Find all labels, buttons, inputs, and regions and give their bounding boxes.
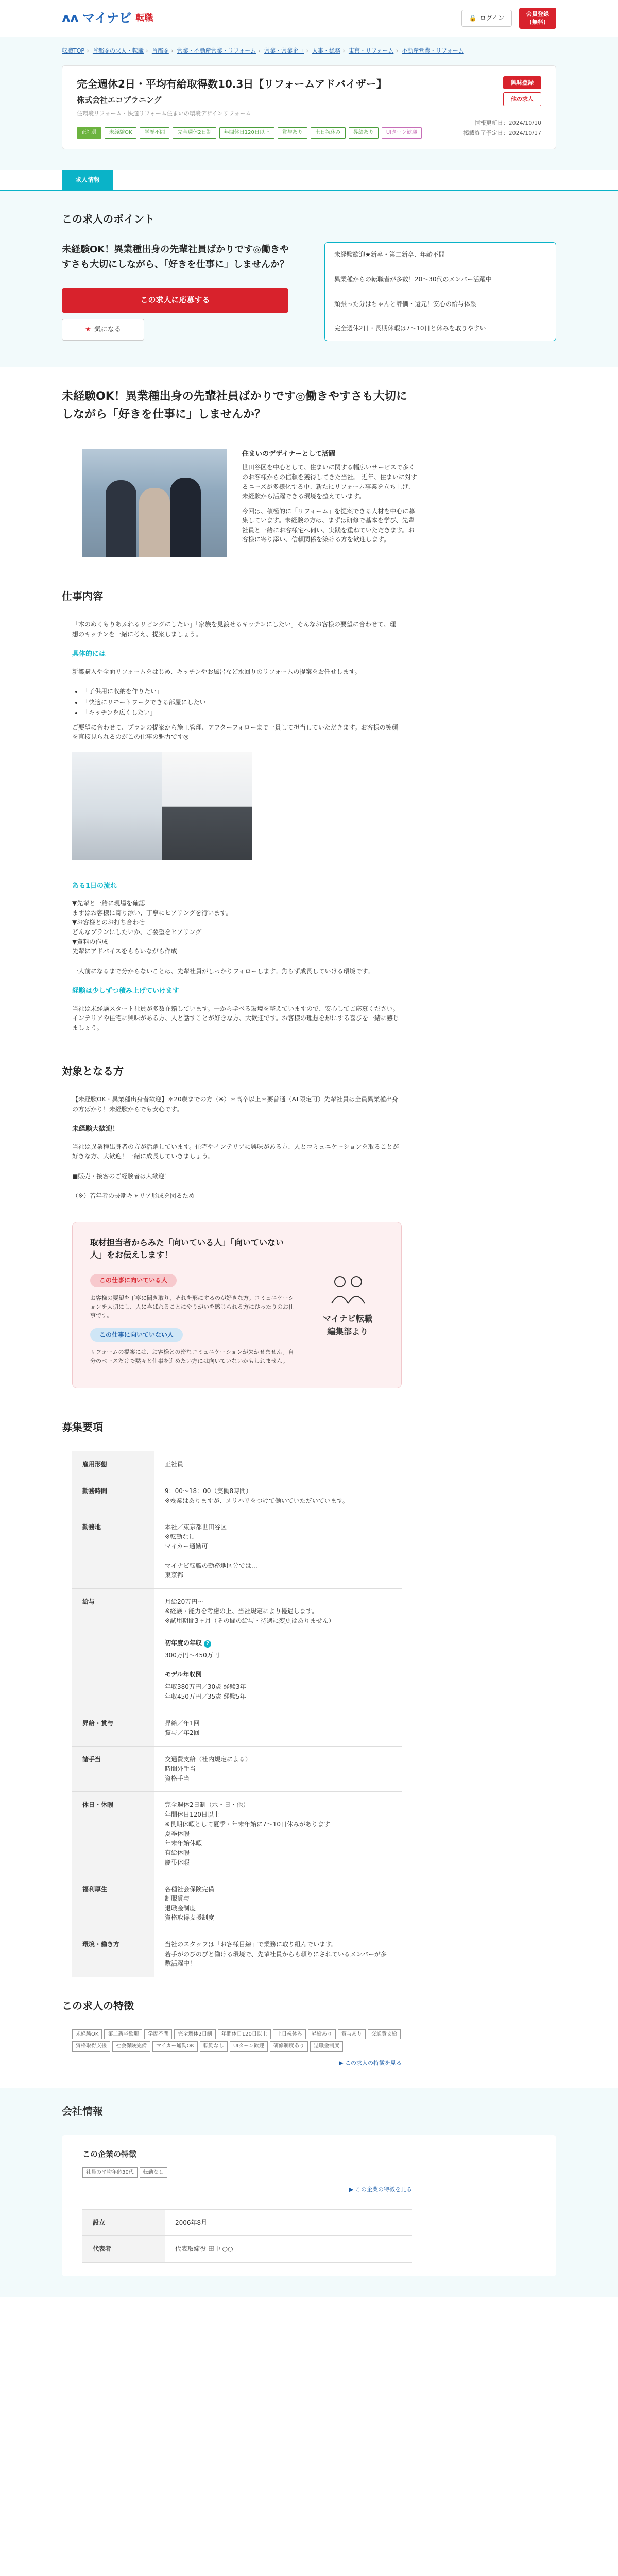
company-tag: 社員の平均年齢30代	[82, 2167, 138, 2178]
company-tag: 転勤なし	[140, 2167, 167, 2178]
feature-tag: 社会保険完備	[112, 2041, 150, 2052]
work-flow: ▼先輩と一緒に現場を確認 まずはお客様に寄り添い、丁寧にヒアリングを行います。 ▼お客様とのお打ち合わせ どんなプランにしたいか、ご要望をヒアリング ▼資料の作成 先輩にアドバイスをもらいながら作成	[72, 900, 232, 955]
feature-tag: 研修制度あり	[270, 2041, 308, 2052]
table-row	[82, 2209, 412, 2236]
update-date: 情報更新日：2024/10/10	[474, 120, 541, 127]
model-heading: モデル年収例	[165, 1670, 202, 1678]
good-fit-text: お客様の要望を丁寧に聞き取り、それを形にするのが好きな方。コミュニケーションを大切にし、人に喜ばれることにやりがいを感じられる方にぴったりのお仕事です。	[90, 1294, 294, 1319]
target-text: 当社は異業種出身者の方が活躍しています。住宅やインテリアに興味がある方、人とコミュニケーションを取ることが好きな方、大歓迎！一緒に成長していきましょう。	[72, 1143, 399, 1160]
job-title: 完全週休2日・平均有給取得数10.3日【リフォームアドバイザー】	[77, 78, 387, 91]
table-row	[72, 1876, 402, 1931]
target-text: ■販売・接客のご経験者は大歓迎！	[72, 1172, 171, 1180]
breadcrumb-item[interactable]: 営業・不動産営業・リフォーム	[177, 47, 256, 54]
site-header	[0, 0, 618, 37]
work-text: 当社は未経験スタート社員が多数在籍しています。一から学べる環境を整えていますので、安心してご応募ください。インテリアや住宅に興味がある方、人と話すことが好きな方、大歓迎です。お客様の理想を形にする喜びを一緒に感じましょう。	[72, 1005, 400, 1031]
company-subtitle: 住環境リフォーム・快適リフォーム住まいの環境デザインリフォーム	[77, 110, 251, 117]
row-value: 本社／東京都世田谷区 ※転勤なし マイカー通勤可 マイナビ転職の勤務地区分では… 東京都	[154, 1514, 402, 1589]
point-item: 完全週休2日・長期休暇は7〜10日と休みを取りやすい	[334, 325, 486, 332]
job-tag: 未経験OK	[105, 127, 136, 139]
row-value: 正社員	[154, 1451, 402, 1478]
company-name[interactable]: 株式会社エコプラニング	[77, 95, 162, 105]
list-item: • 「キッチンを広くしたい」	[82, 708, 402, 718]
logo-mark-icon: ʌʌ	[62, 10, 78, 26]
breadcrumb-item[interactable]: 不動産営業・リフォーム	[402, 47, 464, 54]
model-item: 年収380万円／30歳 経験3年	[165, 1683, 246, 1691]
detail-lead: 未経験OK！異業種出身の先輩社員ばかりです◎働きやすさも大切にしながら「好きを仕事に」しませんか？	[62, 389, 407, 421]
work-bullets	[82, 687, 402, 718]
row-label: 休日・休暇	[72, 1792, 154, 1876]
good-fit-label: この仕事に向いている人	[90, 1274, 177, 1287]
tab-bar	[0, 170, 618, 191]
points-section	[0, 191, 618, 366]
target-text: （※）若年者の長期キャリア形成を図るため	[72, 1192, 195, 1200]
features-heading: この求人の特徴	[62, 1999, 134, 2012]
table-row	[72, 1792, 402, 1876]
column-title: 取材担当者からみた「向いている人」「向いていない人」をお伝えします！	[90, 1238, 284, 1260]
salary-model-heading: 初年度の年収	[165, 1639, 202, 1647]
company-subheading: この企業の特徴	[82, 2149, 137, 2159]
list-item: • 「子供用に収納を作りたい」	[82, 687, 402, 697]
register-label: 会員登録	[526, 11, 549, 18]
job-tags	[77, 127, 437, 139]
company-more-link[interactable]: ▶ この企業の特徴を見る	[349, 2185, 412, 2193]
end-date: 掲載終了予定日：2024/10/17	[463, 130, 541, 137]
site-logo[interactable]	[62, 8, 153, 28]
table-row	[72, 1588, 402, 1710]
row-value: 各種社会保険完備 制服貸与 退職金制度 資格取得支援制度	[154, 1876, 402, 1931]
feature-tag: 資格取得支援	[72, 2041, 110, 2052]
points-lead: 未経験OK！異業種出身の先輩社員ばかりです◎働きやすさも大切にしながら、「好きを仕事に」しませんか？	[62, 244, 289, 270]
job-tag: 賞与あり	[278, 127, 307, 139]
job-tag: UIターン歓迎	[382, 127, 422, 139]
company-table	[82, 2209, 412, 2263]
feature-tags	[72, 2029, 402, 2052]
feature-tag: 交通費支給	[368, 2029, 401, 2040]
row-label: 勤務時間	[72, 1478, 154, 1514]
work-subheading: 経験は少しずつ積み上げていけます	[72, 987, 180, 995]
requirements-heading: 募集要項	[62, 1421, 103, 1434]
job-tag: 完全週休2日制	[173, 127, 216, 139]
house-photo	[72, 752, 162, 860]
breadcrumb-item[interactable]: 営業・営業企画	[264, 47, 304, 54]
row-label: 給与	[72, 1588, 154, 1710]
model-item: 年収450万円／35歳 経験5年	[165, 1692, 246, 1700]
breadcrumb-item[interactable]: 首都圏	[151, 47, 169, 54]
intro-title: 住まいのデザイナーとして活躍	[242, 450, 336, 459]
register-button[interactable]	[519, 8, 556, 29]
work-text: ご要望に合わせて、プランの提案から施工管理、アフターフォローまで一貫して担当していただきます。お客様の笑顔を直接見られるのがこの仕事の魅力です◎	[72, 723, 398, 741]
interest-button[interactable]: 興味登録	[503, 76, 541, 89]
tab-job-info[interactable]: 求人情報	[62, 170, 113, 190]
job-detail	[0, 367, 618, 2088]
row-value: 昇給／年1回 賞与／年2回	[154, 1710, 402, 1746]
feature-tag: 賞与あり	[338, 2029, 366, 2040]
intro-row	[82, 449, 556, 557]
bad-fit-label: この仕事に向いていない人	[90, 1328, 183, 1342]
row-value: 当社のスタッフは「お客様目線」で業務に取り組んでいます。 若手がのびのびと働ける環境で、先輩社員からも頼りにされているメンバーが多数活躍中！	[154, 1931, 402, 1977]
row-value: 2006年8月	[165, 2209, 412, 2236]
work-heading: 仕事内容	[62, 590, 103, 603]
editor-column	[72, 1222, 402, 1388]
table-row	[72, 1931, 402, 1977]
requirements-table	[72, 1451, 402, 1977]
list-item: • 「快適にリモートワークできる部屋にしたい」	[82, 698, 402, 707]
editor-illustration-icon	[324, 1272, 371, 1308]
table-row	[72, 1710, 402, 1746]
job-tag: 正社員	[77, 127, 101, 139]
work-subheading: ある1日の流れ	[72, 882, 117, 890]
features-more-link[interactable]: ▶ この求人の特徴を見る	[339, 2059, 402, 2066]
job-tag: 土日祝休み	[311, 127, 346, 139]
row-label: 代表者	[82, 2236, 165, 2263]
logo-text: マイナビ	[82, 10, 132, 25]
job-tag: 昇給あり	[349, 127, 379, 139]
feature-tag: 未経験OK	[72, 2029, 102, 2040]
row-label: 環境・働き方	[72, 1931, 154, 1977]
salary-cell	[154, 1588, 402, 1710]
work-text: 新築購入や全面リフォームをはじめ、キッチンやお風呂など水回りのリフォームの提案をお任せします。	[72, 668, 361, 675]
job-tag: 学歴不問	[140, 127, 169, 139]
feature-tag: UIターン歓迎	[230, 2041, 268, 2052]
points-heading: この求人のポイント	[62, 213, 154, 226]
feature-tag: 完全週休2日制	[174, 2029, 215, 2040]
point-item: 頑張った分はちゃんと評価・還元！安心の給与体系	[325, 292, 556, 317]
target-subheading: 未経験大歓迎！	[72, 1125, 119, 1133]
column-side	[312, 1236, 384, 1374]
intro-text: 今回は、積極的に「リフォーム」を提案できる人材を中心に募集しています。未経験の方は、まずは研修で基本を学び、先輩社員と一緒にお客様宅へ伺い、実践を重ねていただきます。お客様に寄り添い、信頼関係を築ける方を歓迎します。	[242, 507, 415, 544]
point-item: 異業種からの転職者が多数！20〜30代のメンバー活躍中	[325, 267, 556, 292]
register-sub-label: (無料)	[529, 18, 546, 25]
row-value: 代表取締役 田中 ○○	[165, 2236, 412, 2263]
points-list	[324, 242, 556, 341]
point-item: 未経験歓迎★新卒・第二新卒、年齢不問	[325, 243, 556, 267]
breadcrumb-item[interactable]: 転職TOP	[62, 47, 85, 54]
house-photos	[72, 752, 556, 860]
breadcrumb-item[interactable]: 首都圏の求人・転職	[92, 47, 144, 54]
work-subheading: 具体的には	[72, 650, 106, 658]
house-photo	[162, 752, 252, 860]
job-tag: 年間休日120日以上	[219, 127, 274, 139]
keep-label: 気になる	[94, 325, 121, 333]
work-text: 一人前になるまで分からないことは、先輩社員がしっかりフォローします。焦らず成長していける環境です。	[72, 967, 374, 975]
job-card	[62, 65, 556, 149]
breadcrumb-item[interactable]: 人事・総務	[312, 47, 340, 54]
feature-tag: 転勤なし	[200, 2041, 228, 2052]
staff-photo	[82, 449, 227, 557]
bad-fit-text: リフォームの提案には、お客様との密なコミュニケーションが欠かせません。自分のペースだけで黙々と仕事を進めたい方には向いていないかもしれません。	[90, 1349, 294, 1365]
feature-tag: 年間休日120日以上	[218, 2029, 271, 2040]
row-label: 福利厚生	[72, 1876, 154, 1931]
row-value: 9：00〜18：00（実働8時間） ※残業はありますが、メリハリをつけて働いていただいています。	[154, 1478, 402, 1514]
row-label: 勤務地	[72, 1514, 154, 1589]
table-row	[72, 1451, 402, 1478]
work-text: 「木のぬくもりあふれるリビングにしたい」「家族を見渡せるキッチンにしたい」そんなお客様の要望に合わせて、理想のキッチンを一緒に考え、提案しましょう。	[72, 621, 396, 638]
other-jobs-button[interactable]: 他の求人	[503, 92, 541, 106]
lock-icon: 🔒	[469, 14, 477, 22]
feature-tag: 学歴不問	[144, 2029, 172, 2040]
company-heading: 会社情報	[62, 2105, 103, 2117]
star-icon: ★	[85, 325, 91, 333]
logo-sub-text: 転職	[135, 13, 153, 24]
keep-button[interactable]	[62, 319, 144, 341]
row-value: 完全週休2日制（水・日・他） 年間休日120日以上 ※長期休暇として夏季・年末年始に7〜10日休みがあります 夏季休暇 年末年始休暇 有給休暇 慶弔休暇	[154, 1792, 402, 1876]
feature-tag: 退職金制度	[310, 2041, 343, 2052]
company-card	[62, 2135, 556, 2276]
feature-tag: 第二新卒歓迎	[104, 2029, 142, 2040]
feature-tag: 土日祝休み	[273, 2029, 306, 2040]
row-label: 昇給・賞与	[72, 1710, 154, 1746]
table-row	[72, 1746, 402, 1792]
table-row	[82, 2236, 412, 2263]
row-label: 雇用形態	[72, 1451, 154, 1478]
column-side-text: マイナビ転職 編集部より	[323, 1314, 372, 1337]
table-row	[72, 1478, 402, 1514]
login-label: ログイン	[479, 14, 504, 22]
salary-range: 300万円〜450万円	[165, 1652, 219, 1659]
help-icon[interactable]: ?	[204, 1640, 211, 1648]
job-dates	[464, 118, 541, 139]
feature-tag: 昇給あり	[308, 2029, 336, 2040]
target-heading: 対象となる方	[62, 1065, 124, 1078]
intro-text: 世田谷区を中心として、住まいに関する幅広いサービスで多くのお客様からの信頼を獲得してきた当社。 近年、住まいに対するニーズが多様化する中、新たにリフォーム事業を立ち上げ、未経験から活躍できる環境を整えています。	[242, 464, 417, 500]
apply-button[interactable]: この求人に応募する	[62, 288, 288, 313]
table-row	[72, 1514, 402, 1589]
row-label: 設立	[82, 2209, 165, 2236]
login-button[interactable]	[461, 10, 512, 27]
feature-tag: マイカー通勤OK	[152, 2041, 198, 2052]
row-value: 月給20万円〜 ※経験・能力を考慮の上、当社規定により優遇します。 ※試用期間3ヶ月（その間の給与・待遇に変更はありません）	[165, 1598, 335, 1624]
breadcrumb-item[interactable]: 東京・リフォーム	[348, 47, 394, 54]
row-value: 交通費支給（社内規定による） 時間外手当 資格手当	[154, 1746, 402, 1792]
company-section	[0, 2088, 618, 2297]
breadcrumb: 転職TOP › 首都圏の求人・転職 › 首都圏 › 営業・不動産営業・リフォーム › 営業・営業企画 › 人事・総務 › 東京・リフォーム › 不動産営業・リフォーム	[0, 37, 618, 60]
target-text: 【未経験OK・異業種出身者歓迎】＊20歳までの方（※）＊高卒以上＊要普通（AT限定可）先輩社員は全員異業種出身の方ばかり！未経験からでも安心です。	[72, 1096, 399, 1113]
job-hero	[0, 60, 618, 170]
row-label: 諸手当	[72, 1746, 154, 1792]
